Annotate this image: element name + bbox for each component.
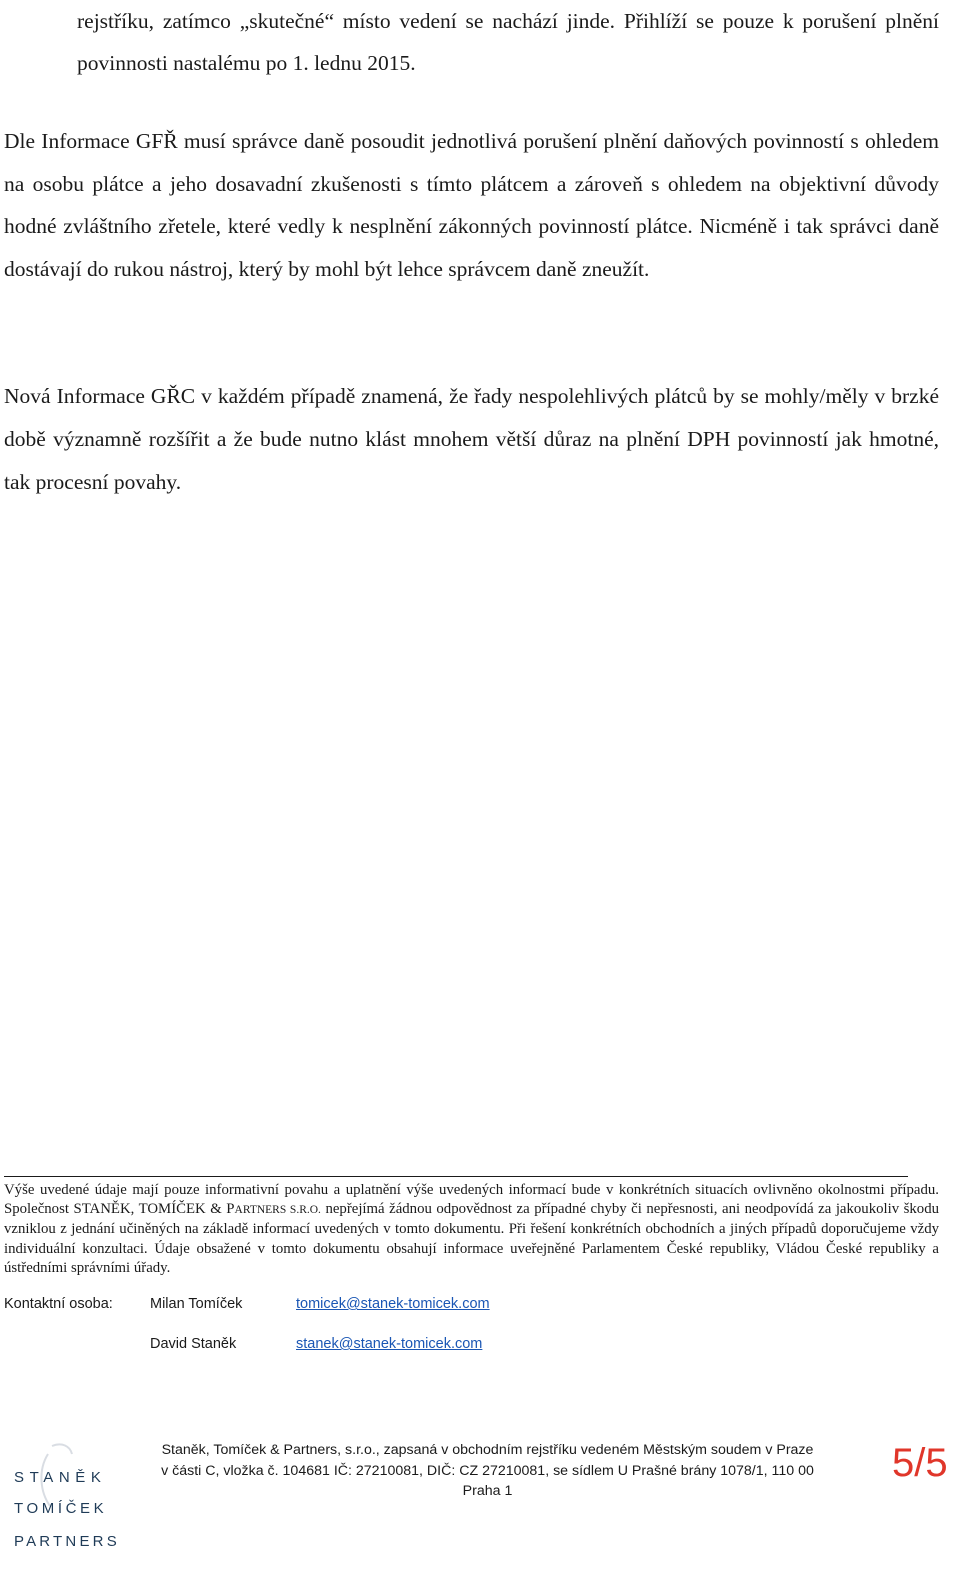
footer-line-2: v části C, vložka č. 104681 IČ: 27210081, DIČ: CZ 27210081, se sídlem U Prašné brány 1078/1, 110 00	[161, 1462, 814, 1479]
disclaimer-part-1: Výše uvedené údaje mají pouze informativní povahu a uplatnění výše uvedených informací bude v konkrétních situacích ovlivněno okolnostmi případu. Společnost STANĚK, TOMÍČEK & P	[4, 1182, 939, 1218]
logo-text-stanek: STANĚK	[14, 1469, 107, 1486]
disclaimer	[4, 1181, 939, 1278]
footnote-divider	[4, 1176, 908, 1177]
disclaimer-company-smallcaps: ARTNERS S.R.O.	[234, 1204, 321, 1217]
contact-name-2: David Staněk	[150, 1336, 237, 1352]
footer-line-3: Praha 1	[462, 1483, 513, 1499]
contact-label: Kontaktní osoba:	[4, 1296, 113, 1312]
paragraph-gfr-information: Dle Informace GFŘ musí správce daně posoudit jednotlivá porušení plnění daňových povinností s ohledem na osobu plátce a jeho dosavadní zkušenosti s tímto plátcem a zároveň s ohledem na objektivní důvody hodné zvláštního zřetele, které vedly k nesplnění zákonných povinností plátce. Nicméně i tak správci daně dostávají do rukou nástroj, který by mohl být lehce správcem daně zneužít.	[4, 129, 939, 281]
paragraph-grc-information: Nová Informace GŘC v každém případě znamená, že řady nespolehlivých plátců by se mohly/měly v brzké době významně rozšířit a že bude nutno klást mnohem větší důraz na plnění DPH povinností jak hmotné, tak procesní povahy.	[4, 384, 939, 494]
logo-swirl	[52, 1444, 72, 1454]
contact-email-1[interactable]: tomicek@stanek-tomicek.com	[296, 1296, 490, 1312]
paragraph-continuation: rejstříku, zatímco „skutečné“ místo vedení se nachází jinde. Přihlíží se pouze k porušení plnění povinnosti nastalému po 1. lednu 2015.	[77, 9, 939, 75]
disclaimer-part-2: nepřejímá žádnou odpovědnost za případné chyby či nepřesnosti, ani neodpovídá za jakoukoliv škodu vzniklou z jednání učiněných na základě informací uvedených v tomto dokumentu. Při řešení konkrétních obchodních a jiných případů doporučujeme vždy individuální konzultaci. Údaje obsažené v tomto dokumentu obsahují informace uveřejněné Parlamentem České republiky, Vládou České republiky a ústředními správními úřady.	[4, 1201, 939, 1276]
contact-name-1: Milan Tomíček	[150, 1296, 243, 1312]
footer-line-1: Staněk, Tomíček & Partners, s.r.o., zapsaná v obchodním rejstříku vedeném Městským soudem v Praze	[161, 1442, 814, 1458]
company-logo	[10, 1440, 120, 1560]
page-number: 5/5	[892, 1441, 948, 1485]
logo-text-tomicek: TOMÍČEK	[14, 1500, 108, 1517]
footer-company-info	[140, 1440, 835, 1502]
logo-text-partners: PARTNERS	[14, 1533, 120, 1550]
contact-email-2[interactable]: stanek@stanek-tomicek.com	[296, 1336, 483, 1352]
